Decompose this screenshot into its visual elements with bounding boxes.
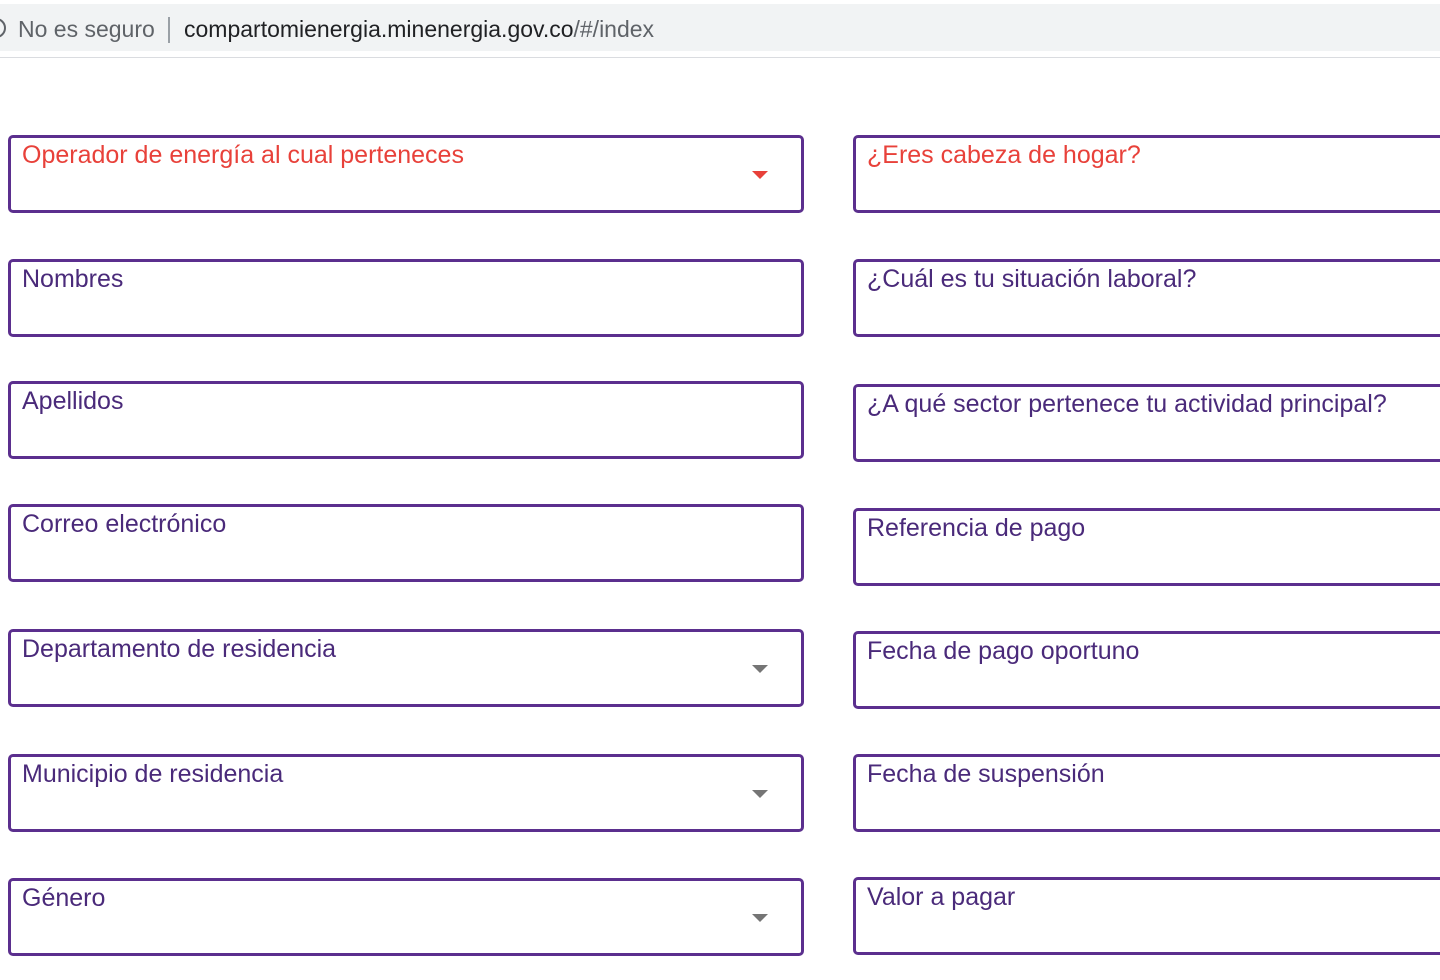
payment-reference-field[interactable] xyxy=(853,508,1440,586)
field-label: Municipio de residencia xyxy=(22,760,284,788)
suspension-date-field[interactable] xyxy=(853,754,1440,832)
amount-due-field[interactable] xyxy=(853,877,1440,955)
email-field[interactable] xyxy=(8,504,804,582)
dropdown-arrow-icon xyxy=(752,914,768,922)
field-label: Nombres xyxy=(22,265,124,293)
security-status[interactable]: No es seguro xyxy=(18,16,155,42)
field-label: Valor a pagar xyxy=(867,883,1016,911)
url-text[interactable] xyxy=(184,16,654,43)
last-names-field[interactable] xyxy=(8,381,804,459)
field-label: Género xyxy=(22,884,106,912)
employment-status-field[interactable] xyxy=(853,259,1440,337)
info-icon[interactable] xyxy=(0,18,6,38)
field-label: ¿Eres cabeza de hogar? xyxy=(867,141,1141,169)
municipality-select[interactable] xyxy=(8,754,804,832)
dropdown-arrow-icon xyxy=(752,171,768,179)
field-label: ¿A qué sector pertenece tu actividad principal? xyxy=(867,390,1387,418)
field-label: Operador de energía al cual perteneces xyxy=(22,141,464,169)
gender-select[interactable] xyxy=(8,878,804,956)
url-path: /#/index xyxy=(573,16,655,42)
activity-sector-field[interactable] xyxy=(853,384,1440,462)
url-host: compartomienergia.minenergia.gov.co xyxy=(184,16,574,42)
field-label: Referencia de pago xyxy=(867,514,1086,542)
department-select[interactable] xyxy=(8,629,804,707)
field-label: Correo electrónico xyxy=(22,510,227,538)
head-of-household-field[interactable] xyxy=(853,135,1440,213)
field-label: ¿Cuál es tu situación laboral? xyxy=(867,265,1197,293)
toolbar-divider xyxy=(0,57,1440,58)
dropdown-arrow-icon xyxy=(752,665,768,673)
operator-select[interactable] xyxy=(8,135,804,213)
due-date-field[interactable] xyxy=(853,631,1440,709)
field-label: Fecha de pago oportuno xyxy=(867,637,1140,665)
address-separator xyxy=(168,17,170,43)
field-label: Apellidos xyxy=(22,387,124,415)
field-label: Fecha de suspensión xyxy=(867,760,1105,788)
field-label: Departamento de residencia xyxy=(22,635,337,663)
first-names-field[interactable] xyxy=(8,259,804,337)
dropdown-arrow-icon xyxy=(752,790,768,798)
address-bar[interactable] xyxy=(0,4,1440,51)
